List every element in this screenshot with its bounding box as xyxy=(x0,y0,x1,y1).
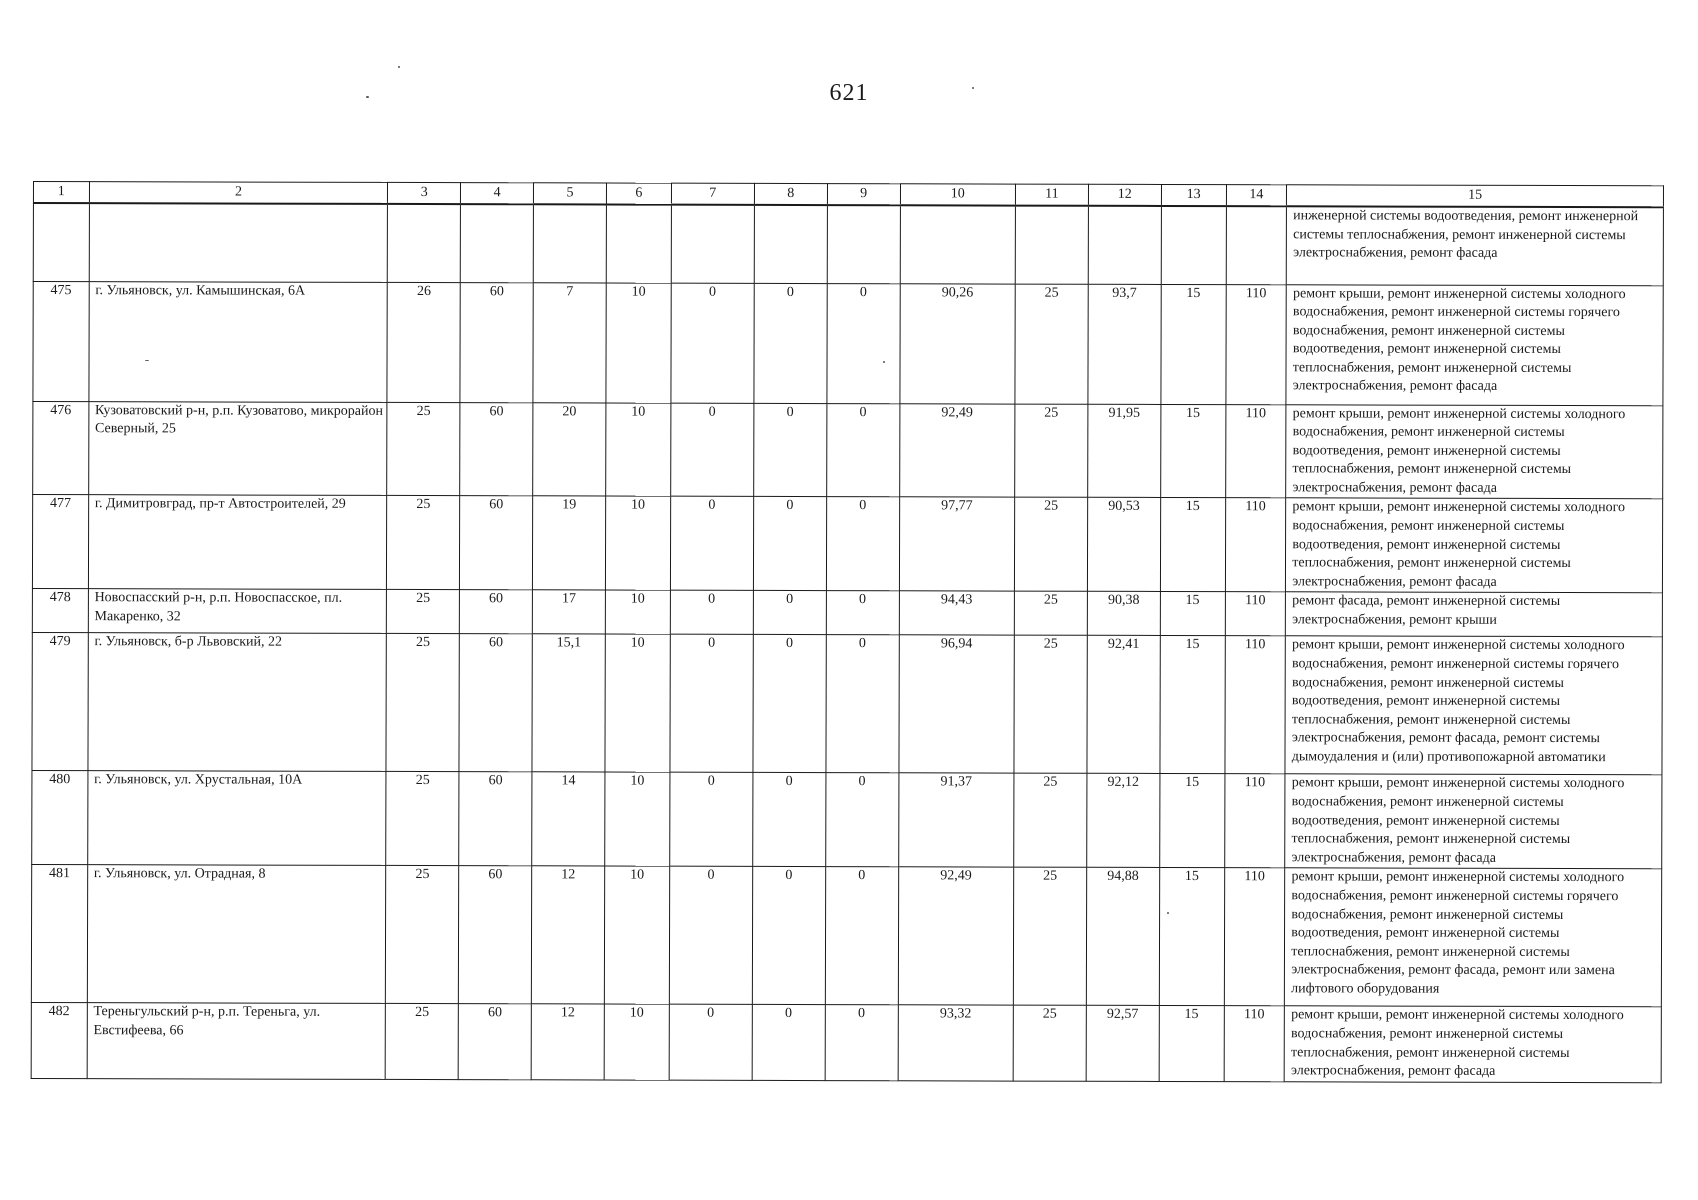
value-cell: 0 xyxy=(826,497,899,591)
value-cell: 15 xyxy=(1159,868,1224,1006)
value-cell: 110 xyxy=(1224,868,1285,1006)
value-cell: 0 xyxy=(753,403,826,497)
value-cell: 0 xyxy=(670,403,753,497)
address-cell: г. Ульяновск, б-р Львовский, 22 xyxy=(88,633,387,772)
value-cell: 93,32 xyxy=(898,1005,1014,1081)
value-cell: 60 xyxy=(458,1004,531,1080)
empty-cell xyxy=(89,203,388,282)
works-cell: ремонт крыши, ремонт инженерной системы холодного водоснабжения, ремонт инженерной системы теплоснабжения, ремонт инженерной системы электроснабжения, ремонт фасада xyxy=(1284,1006,1661,1082)
value-cell: 94,43 xyxy=(899,591,1015,635)
value-cell: 25 xyxy=(385,1004,458,1080)
column-header: 3 xyxy=(388,182,461,204)
value-cell: 10 xyxy=(604,866,669,1004)
value-cell: 110 xyxy=(1225,404,1286,498)
value-cell: 94,88 xyxy=(1086,868,1159,1006)
row-number-cell: 480 xyxy=(32,771,88,865)
works-cell: ремонт крыши, ремонт инженерной системы холодного водоснабжения, ремонт инженерной системы горячего водоснабжения, ремонт инженерной системы водоотведения, ремонт инженерной системы теплоснабжения, ремонт инженерной системы электроснабжения, ремонт фасада, ремонт или замена лифтового оборудования xyxy=(1285,868,1662,1007)
column-header: 7 xyxy=(671,183,754,205)
value-cell: 19 xyxy=(533,496,606,590)
value-cell: 15 xyxy=(1160,498,1225,592)
value-cell: 0 xyxy=(754,283,827,403)
value-cell: 15 xyxy=(1159,1006,1224,1082)
value-cell: 0 xyxy=(826,635,899,773)
value-cell: 92,49 xyxy=(898,867,1014,1005)
empty-cell xyxy=(33,203,89,281)
column-header: 6 xyxy=(606,183,671,205)
empty-cell xyxy=(671,205,754,283)
value-cell: 10 xyxy=(605,496,670,590)
value-cell: 12 xyxy=(531,866,604,1004)
value-cell: 15 xyxy=(1160,592,1225,636)
column-header: 13 xyxy=(1161,184,1226,206)
empty-cell xyxy=(388,204,461,282)
column-header: 4 xyxy=(461,183,534,205)
value-cell: 7 xyxy=(533,282,606,402)
value-cell: 0 xyxy=(753,773,826,867)
value-cell: 0 xyxy=(669,1005,752,1081)
value-cell: 0 xyxy=(753,635,826,773)
column-header: 9 xyxy=(827,184,900,206)
empty-cell xyxy=(1015,206,1088,284)
value-cell: 25 xyxy=(1014,636,1087,774)
address-cell: Тереньгульский р-н, р.п. Тереньга, ул. Евстифеева, 66 xyxy=(87,1003,386,1079)
empty-cell xyxy=(1161,206,1226,284)
value-cell: 0 xyxy=(825,867,898,1005)
value-cell: 0 xyxy=(671,283,754,403)
value-cell: 15 xyxy=(1160,636,1225,774)
empty-cell xyxy=(606,205,671,283)
works-cell: ремонт крыши, ремонт инженерной системы холодного водоснабжения, ремонт инженерной системы водоотведения, ремонт инженерной системы теплоснабжения, ремонт инженерной системы электроснабжения, ремонт фасада xyxy=(1286,404,1663,499)
value-cell: 110 xyxy=(1225,498,1286,592)
row-number-cell: 481 xyxy=(31,865,87,1003)
works-cell: ремонт фасада, ремонт инженерной системы электроснабжения, ремонт крыши xyxy=(1286,592,1663,637)
value-cell: 0 xyxy=(752,867,825,1005)
column-header: 10 xyxy=(900,184,1015,206)
value-cell: 15,1 xyxy=(532,634,605,772)
table-row xyxy=(33,401,1663,499)
value-cell: 0 xyxy=(669,773,752,867)
value-cell: 14 xyxy=(532,772,605,866)
value-cell: 25 xyxy=(1014,498,1087,592)
address-cell: г. Ульяновск, ул. Хрустальная, 10А xyxy=(87,771,386,866)
continuation-row xyxy=(33,203,1663,285)
value-cell: 25 xyxy=(386,634,459,772)
row-number-cell: 478 xyxy=(32,589,88,633)
value-cell: 15 xyxy=(1160,404,1225,498)
value-cell: 25 xyxy=(1013,1005,1086,1081)
row-number-cell: 482 xyxy=(31,1003,87,1079)
value-cell: 0 xyxy=(670,635,753,773)
value-cell: 0 xyxy=(670,497,753,591)
column-header: 1 xyxy=(33,182,89,204)
value-cell: 20 xyxy=(533,402,606,496)
value-cell: 25 xyxy=(386,772,459,866)
empty-cell xyxy=(533,204,606,282)
value-cell: 26 xyxy=(387,282,460,402)
empty-cell xyxy=(754,205,827,283)
value-cell: 97,77 xyxy=(899,497,1015,591)
scan-speck xyxy=(366,96,369,98)
row-number-cell: 476 xyxy=(33,401,89,495)
row-number-cell: 479 xyxy=(32,633,88,771)
column-header: 11 xyxy=(1015,184,1088,206)
value-cell: 0 xyxy=(827,283,900,403)
value-cell: 0 xyxy=(825,773,898,867)
column-header: 12 xyxy=(1088,184,1161,206)
value-cell: 110 xyxy=(1224,636,1285,774)
scan-speck xyxy=(398,66,400,68)
value-cell: 93,7 xyxy=(1088,284,1161,404)
value-cell: 60 xyxy=(460,282,533,402)
value-cell: 60 xyxy=(459,634,532,772)
value-cell: 25 xyxy=(387,590,460,634)
empty-cell xyxy=(1226,206,1287,284)
value-cell: 60 xyxy=(460,496,533,590)
column-header: 8 xyxy=(754,183,827,205)
value-cell: 110 xyxy=(1224,1006,1285,1082)
works-cell: ремонт крыши, ремонт инженерной системы холодного водоснабжения, ремонт инженерной системы горячего водоснабжения, ремонт инженерной системы водоотведения, ремонт инженерной системы теплоснабжения, ремонт инженерной системы электроснабжения, ремонт фасада, ремонт системы дымоудаления и (или) противопожарной автоматики xyxy=(1285,636,1662,775)
value-cell: 0 xyxy=(826,591,899,635)
value-cell: 25 xyxy=(1014,774,1087,868)
empty-cell xyxy=(1088,206,1161,284)
row-number-cell: 477 xyxy=(32,495,88,589)
value-cell: 90,38 xyxy=(1087,592,1160,636)
value-cell: 60 xyxy=(459,772,532,866)
value-cell: 25 xyxy=(387,496,460,590)
value-cell: 110 xyxy=(1225,284,1286,404)
value-cell: 25 xyxy=(1015,404,1088,498)
works-cell: ремонт крыши, ремонт инженерной системы холодного водоснабжения, ремонт инженерной системы водоотведения, ремонт инженерной системы теплоснабжения, ремонт инженерной системы электроснабжения, ремонт фасада xyxy=(1286,498,1663,593)
value-cell: 25 xyxy=(387,402,460,496)
value-cell: 90,26 xyxy=(899,283,1015,403)
value-cell: 0 xyxy=(826,403,899,497)
table-row xyxy=(31,865,1661,1007)
address-cell: г. Ульяновск, ул. Камышинская, 6А xyxy=(89,281,388,402)
table-row xyxy=(32,633,1662,775)
table-body xyxy=(31,182,1663,1083)
address-cell: г. Димитровград, пр-т Автостроителей, 29 xyxy=(88,495,387,590)
value-cell: 0 xyxy=(753,591,826,635)
value-cell: 10 xyxy=(605,772,670,866)
value-cell: 25 xyxy=(386,866,459,1004)
value-cell: 10 xyxy=(605,590,670,634)
works-cell: ремонт крыши, ремонт инженерной системы холодного водоснабжения, ремонт инженерной системы горячего водоснабжения, ремонт инженерной системы водоотведения, ремонт инженерной системы теплоснабжения, ремонт инженерной системы электроснабжения, ремонт фасада xyxy=(1286,284,1663,405)
value-cell: 10 xyxy=(605,634,670,772)
value-cell: 0 xyxy=(752,1005,825,1081)
value-cell: 0 xyxy=(669,867,752,1005)
column-header: 15 xyxy=(1287,185,1664,207)
scan-speck xyxy=(145,360,149,361)
value-cell: 91,95 xyxy=(1088,404,1161,498)
value-cell: 110 xyxy=(1224,774,1285,868)
value-cell: 92,57 xyxy=(1086,1006,1159,1082)
value-cell: 17 xyxy=(532,590,605,634)
column-header: 5 xyxy=(534,183,607,205)
address-cell: г. Ульяновск, ул. Отрадная, 8 xyxy=(87,865,386,1004)
value-cell: 92,49 xyxy=(899,403,1015,497)
repair-register-table xyxy=(31,181,1664,1083)
table-row xyxy=(32,495,1662,593)
row-number-cell: 475 xyxy=(33,281,89,401)
value-cell: 90,53 xyxy=(1087,498,1160,592)
value-cell: 110 xyxy=(1225,592,1286,636)
value-cell: 10 xyxy=(604,1004,669,1080)
value-cell: 60 xyxy=(459,866,532,1004)
value-cell: 96,94 xyxy=(899,635,1015,773)
table-row xyxy=(33,281,1663,405)
empty-cell xyxy=(827,205,900,283)
value-cell: 10 xyxy=(606,283,671,403)
table-row xyxy=(31,1003,1661,1083)
value-cell: 15 xyxy=(1159,774,1224,868)
scan-speck xyxy=(883,361,885,363)
column-header: 14 xyxy=(1226,185,1287,207)
column-header: 2 xyxy=(89,182,388,204)
value-cell: 0 xyxy=(825,1005,898,1081)
value-cell: 10 xyxy=(606,403,671,497)
address-cell: Новоспасский р-н, р.п. Новоспасское, пл. Макаренко, 32 xyxy=(88,589,387,634)
table-row xyxy=(32,589,1662,637)
value-cell: 92,12 xyxy=(1087,774,1160,868)
value-cell: 25 xyxy=(1015,284,1088,404)
empty-cell xyxy=(900,205,1016,283)
value-cell: 91,37 xyxy=(898,773,1014,867)
page-number: 621 xyxy=(829,80,869,106)
scan-speck xyxy=(972,87,974,89)
value-cell: 60 xyxy=(460,402,533,496)
value-cell: 92,41 xyxy=(1087,636,1160,774)
register-sheet xyxy=(31,181,1664,1083)
value-cell: 15 xyxy=(1161,284,1226,404)
address-cell: Кузоватовский р-н, р.п. Кузоватово, микрорайон Северный, 25 xyxy=(88,401,387,496)
value-cell: 60 xyxy=(460,590,533,634)
empty-cell xyxy=(460,204,533,282)
value-cell: 25 xyxy=(1013,867,1086,1005)
value-cell: 25 xyxy=(1014,592,1087,636)
table-row xyxy=(32,771,1662,869)
value-cell: 12 xyxy=(531,1004,604,1080)
scan-speck xyxy=(1167,912,1169,914)
works-cell: ремонт крыши, ремонт инженерной системы холодного водоснабжения, ремонт инженерной системы водоотведения, ремонт инженерной системы теплоснабжения, ремонт инженерной системы электроснабжения, ремонт фасада xyxy=(1285,774,1662,869)
value-cell: 0 xyxy=(670,591,753,635)
value-cell: 0 xyxy=(753,497,826,591)
works-cell: инженерной системы водоотведения, ремонт инженерной системы теплоснабжения, ремонт инженерной системы электроснабжения, ремонт фасада xyxy=(1287,206,1664,285)
